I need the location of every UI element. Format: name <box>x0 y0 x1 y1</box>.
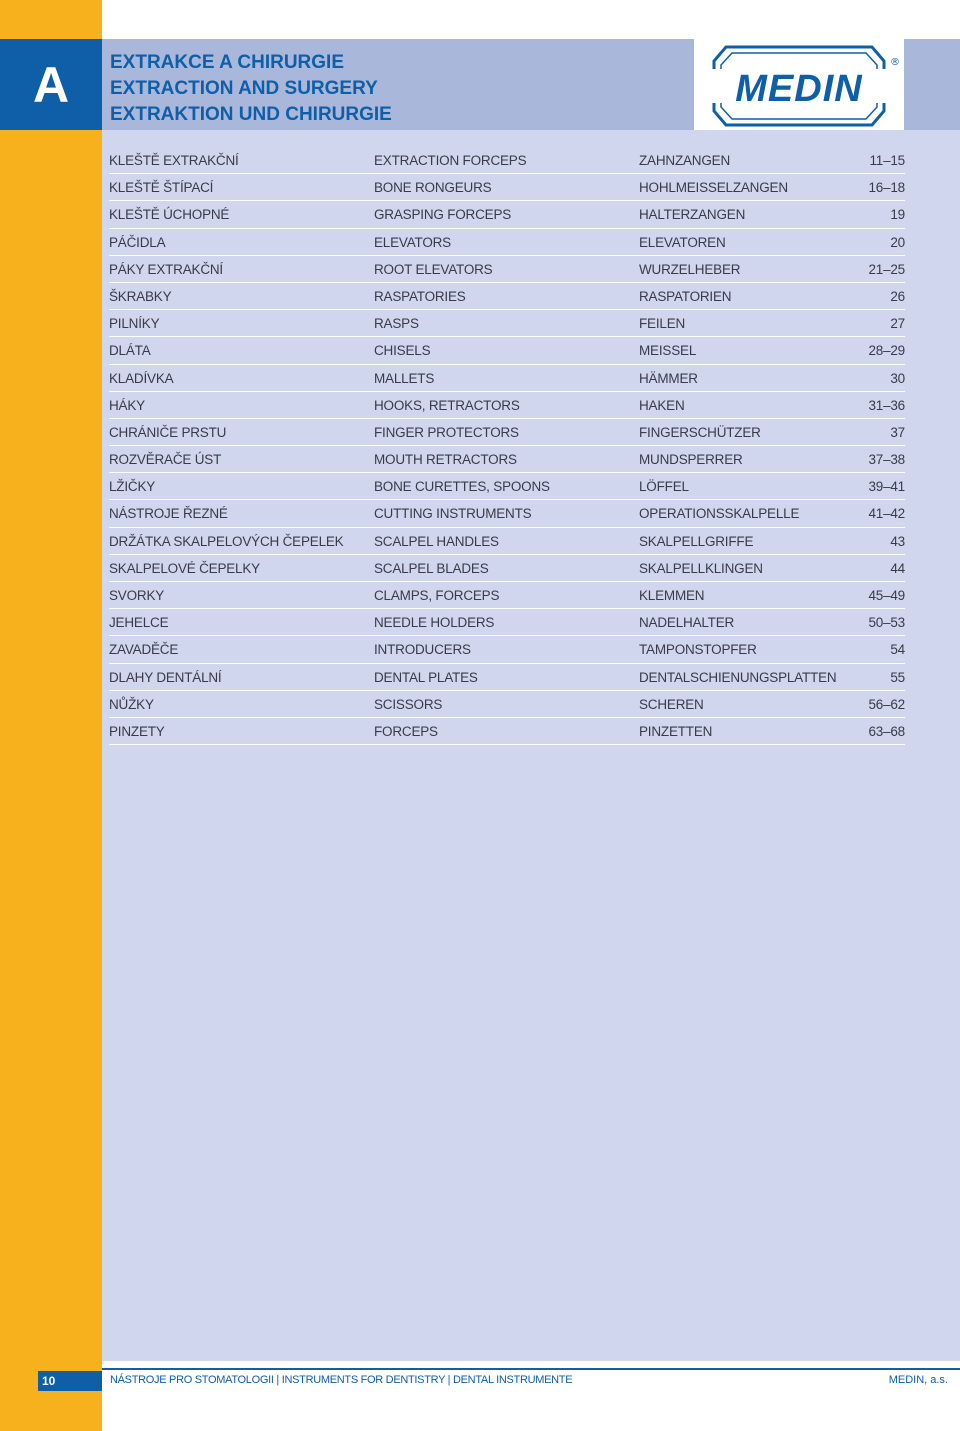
toc-pages: 21–25 <box>868 261 905 277</box>
toc-pages: 27 <box>890 316 905 332</box>
toc-row <box>109 174 905 201</box>
toc-de: MEISSEL <box>639 343 697 359</box>
toc-de: FEILEN <box>639 316 686 332</box>
toc-cz: SVORKY <box>109 588 165 603</box>
toc-row <box>109 201 905 228</box>
toc-cz: DLÁTA <box>109 343 151 359</box>
toc-row <box>109 147 905 174</box>
toc-pages: 30 <box>890 370 905 386</box>
toc-de: NADELHALTER <box>639 615 735 631</box>
toc-de: ELEVATOREN <box>639 234 726 250</box>
toc-en: HOOKS, RETRACTORS <box>374 397 520 413</box>
toc-pages: 54 <box>890 642 905 658</box>
toc-cz: PÁČIDLA <box>109 234 166 250</box>
toc-pages: 19 <box>890 207 905 223</box>
toc-row <box>109 446 905 473</box>
footer-text: NÁSTROJE PRO STOMATOLOGII | INSTRUMENTS FOR DENTISTRY | DENTAL INSTRUMENTE <box>110 1374 573 1386</box>
toc-cz: ZAVADĚČE <box>109 642 179 658</box>
toc-cz: PINZETY <box>109 723 165 739</box>
toc-cz: DLAHY DENTÁLNÍ <box>109 669 222 685</box>
title-cz: EXTRAKCE A CHIRURGIE <box>110 52 344 73</box>
toc-cz: NÁSTROJE ŘEZNÉ <box>109 506 228 522</box>
toc-de: DENTALSCHIENUNGSPLATTEN <box>639 669 837 685</box>
toc-pages: 44 <box>890 560 905 576</box>
toc-pages: 63–68 <box>868 723 905 739</box>
toc-cz: KLEŠTĚ ÚCHOPNÉ <box>109 207 230 223</box>
toc-pages: 56–62 <box>868 696 905 712</box>
toc-cz: LŽIČKY <box>109 479 156 495</box>
toc-row <box>109 555 905 582</box>
toc-cz: SKALPELOVÉ ČEPELKY <box>109 560 260 576</box>
toc-en: SCISSORS <box>374 696 443 712</box>
toc-pages: 45–49 <box>868 588 905 603</box>
toc-row <box>109 473 905 500</box>
registered-mark: ® <box>890 57 900 68</box>
toc-de: MUNDSPERRER <box>639 452 743 468</box>
toc-row <box>109 419 905 446</box>
content-panel <box>102 130 960 1361</box>
toc-pages: 50–53 <box>868 615 905 631</box>
toc-en: DENTAL PLATES <box>374 669 478 685</box>
toc-cz: ŠKRABKY <box>109 288 172 304</box>
toc-row <box>109 310 905 337</box>
toc-row <box>109 337 905 364</box>
toc-en: SCALPEL BLADES <box>374 560 489 576</box>
toc-de: WURZELHEBER <box>639 261 741 277</box>
toc-en: MOUTH RETRACTORS <box>374 452 517 468</box>
table-of-contents <box>109 147 905 745</box>
toc-row <box>109 392 905 419</box>
toc-row <box>109 365 905 392</box>
toc-cz: ROZVĚRAČE ÚST <box>109 452 222 468</box>
toc-en: ELEVATORS <box>374 234 451 250</box>
toc-de: TAMPONSTOPFER <box>639 642 757 658</box>
toc-row <box>109 609 905 636</box>
toc-en: FINGER PROTECTORS <box>374 424 519 440</box>
toc-row <box>109 500 905 527</box>
toc-en: GRASPING FORCEPS <box>374 207 512 223</box>
toc-de: LÖFFEL <box>639 479 689 495</box>
toc-pages: 43 <box>890 533 905 549</box>
toc-en: RASPATORIES <box>374 288 466 304</box>
toc-cz: PÁKY EXTRAKČNÍ <box>109 261 223 277</box>
toc-cz: CHRÁNIČE PRSTU <box>109 424 227 440</box>
toc-de: HÄMMER <box>639 370 698 386</box>
toc-de: SKALPELLKLINGEN <box>639 560 763 576</box>
toc-de: HOHLMEISSELZANGEN <box>639 180 788 196</box>
toc-de: PINZETTEN <box>639 723 713 739</box>
page-number: 10 <box>38 1371 102 1391</box>
toc-en: NEEDLE HOLDERS <box>374 615 495 631</box>
toc-cz: HÁKY <box>109 397 145 413</box>
toc-en: BONE CURETTES, SPOONS <box>374 479 550 495</box>
toc-pages: 16–18 <box>868 180 905 196</box>
toc-row <box>109 283 905 310</box>
toc-de: OPERATIONSSKALPELLE <box>639 506 800 522</box>
section-letter: A <box>0 39 102 130</box>
toc-de: FINGERSCHÜTZER <box>639 424 761 440</box>
toc-cz: PILNÍKY <box>109 316 160 332</box>
toc-pages: 39–41 <box>868 479 905 495</box>
toc-pages: 37–38 <box>868 452 905 468</box>
toc-en: CHISELS <box>374 343 431 359</box>
toc-de: SKALPELLGRIFFE <box>639 533 754 549</box>
toc-cz: DRŽÁTKA SKALPELOVÝCH ČEPELEK <box>109 533 344 549</box>
title-en: EXTRACTION AND SURGERY <box>110 78 378 99</box>
toc-pages: 26 <box>890 288 905 304</box>
logo-box <box>694 39 904 130</box>
toc-pages: 55 <box>890 669 905 685</box>
toc-de: SCHEREN <box>639 696 704 712</box>
toc-en: CUTTING INSTRUMENTS <box>374 506 532 522</box>
footer-company: MEDIN, a.s. <box>888 1374 948 1386</box>
toc-en: INTRODUCERS <box>374 642 471 658</box>
title-de: EXTRAKTION UND CHIRURGIE <box>110 104 392 125</box>
toc-de: KLEMMEN <box>639 588 705 603</box>
toc-en: EXTRACTION FORCEPS <box>374 153 527 168</box>
toc-de: RASPATORIEN <box>639 288 732 304</box>
footer-line <box>102 1368 960 1370</box>
toc-pages: 41–42 <box>868 506 905 522</box>
toc-en: CLAMPS, FORCEPS <box>374 588 500 603</box>
toc-pages: 28–29 <box>868 343 905 359</box>
toc-en: ROOT ELEVATORS <box>374 261 493 277</box>
toc-row <box>109 256 905 283</box>
header-right-band <box>904 39 960 130</box>
page-title <box>110 50 392 128</box>
toc-row <box>109 664 905 691</box>
sidebar-strip <box>0 0 102 1431</box>
toc-row <box>109 691 905 718</box>
toc-cz: KLADÍVKA <box>109 370 174 386</box>
toc-cz: JEHELCE <box>109 615 169 631</box>
medin-logo <box>694 39 904 130</box>
toc-row <box>109 636 905 663</box>
toc-row <box>109 528 905 555</box>
toc-pages: 11–15 <box>869 153 905 168</box>
toc-de: ZAHNZANGEN <box>639 153 731 168</box>
toc-row <box>109 229 905 256</box>
toc-pages: 20 <box>890 234 905 250</box>
toc-en: BONE RONGEURS <box>374 180 492 196</box>
toc-en: SCALPEL HANDLES <box>374 533 499 549</box>
toc-row <box>109 582 905 609</box>
toc-de: HALTERZANGEN <box>639 207 746 223</box>
toc-row <box>109 718 905 745</box>
toc-en: MALLETS <box>374 370 435 386</box>
toc-cz: KLEŠTĚ EXTRAKČNÍ <box>109 153 239 168</box>
toc-pages: 37 <box>890 424 905 440</box>
toc-en: RASPS <box>374 316 419 332</box>
toc-cz: NŮŽKY <box>109 696 154 712</box>
toc-de: HAKEN <box>639 397 685 413</box>
toc-pages: 31–36 <box>868 397 905 413</box>
toc-cz: KLEŠTĚ ŠTÍPACÍ <box>109 180 214 196</box>
logo-text: MEDIN <box>735 68 863 110</box>
toc-en: FORCEPS <box>374 723 438 739</box>
header-band <box>102 39 694 130</box>
